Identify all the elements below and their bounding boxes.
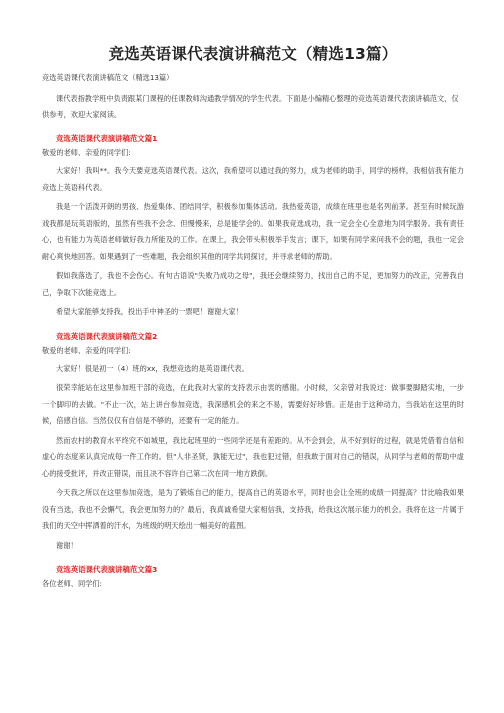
section-1-paragraph-1: 大家好！我叫**。我今天要竞选英语课代表。这次，我希望可以通过我的努力，成为老师的助手，同学的榜样，我相信我有能力竞选上英语科代表。 <box>42 166 464 192</box>
section-2-paragraph-2: 很荣幸能站在这里参加班干部的竞选，在此我对大家的支持表示由衷的感谢。小时候，父亲曾对我说过：做事要脚踏实地，一步一个脚印的去做。"不止一次，站上讲台参加竞选，我深感机会的来之不易，需要好好珍惜。正是由于这种动力，当我站在这里的时候，倍感自信。当然仅仅有自信是不够的，还要有一定的能力。 <box>42 383 464 425</box>
section-2-paragraph-5: 谢谢！ <box>56 540 78 550</box>
document-title: 竞选英语课代表演讲稿范文（精选13篇） <box>108 45 398 63</box>
intro-paragraph: 课代表指教学班中负责跟某门课程的任课教师沟通教学情况的学生代表。下面是小编精心整理的竞选英语课代表演讲稿范文，仅供参考，欢迎大家阅读。 <box>42 94 459 119</box>
section-heading-3: 竞选英语课代表演讲稿范文篇3 <box>56 565 158 574</box>
section-1-paragraph-3: 假如我落选了，我也不会伤心。有句古语说"失败乃成功之母"，我还会继续努力，找出自己的不足，更加努力的改正，完善我自己，争取下次能竞选上。 <box>42 271 464 297</box>
section-greeting-3: 各位老师、同学们: <box>42 579 102 588</box>
section-heading-2: 竞选英语课代表演讲稿范文篇2 <box>56 331 158 341</box>
section-1-paragraph-2: 我是一个活泼开朗的男孩、热爱集体、团结同学，积极参加集体活动。我热爱英语，成绩在班里也是名列前茅。甚至有时候玩游戏我都是玩英语版的，虽然有些我不会念、但慢慢来，总是能学会的。如果我竞选成功，我一定会全心全意地为同学服务。我有责任心，也有能力为英语老师做好我力所能及的工作。在课上，我会带头积极举手发言；课下，如果有同学来问我不会的题，我也一定会耐心爽快地回答。如果遇到了一些难题，我会组织其他的同学共同探讨，并寻求老师的帮助。 <box>42 202 464 261</box>
section-greeting-1: 敬爱的老师、亲爱的同学们: <box>42 148 131 157</box>
document-subtitle: 竞选英语课代表演讲稿范文（精选13篇） <box>42 73 174 82</box>
section-2-paragraph-1: 大家好！很是初一（4）班的xx，我想竞选的是英语课代表。 <box>56 363 249 373</box>
section-2-paragraph-3: 然而农村的教育水平终究不如城里，我比起班里的一些同学还是有差距的。从不会到会，从不好到好的过程，就是凭借着自信和虚心的态度来认真完成每一件工作的。但"人非圣贤，孰能无过"，我也犯过错，但我敢于面对自己的错误，从同学与老师的帮助中虚心的接受批评，并改正错误，而且决不容许自己第二次在同一地方跌倒。 <box>42 435 464 478</box>
section-heading-1: 竞选英语课代表演讲稿范文篇1 <box>56 134 158 143</box>
section-greeting-2: 敬爱的老师、亲爱的同学们: <box>42 345 131 355</box>
section-2-paragraph-4: 今天我之所以在这里参加竞选，是为了锻炼自己的能力，提高自己的英语水平，同时也会让全班的成绩一同提高？廿比喻我如果没有当选，我也不会懈气，我会更加努力的？最后，我真诚希望大家相信我，支持我，给我这次展示能力的机会。我将在这一片属于我们的天空中挥洒着的汗水，为班级的明天绘出一幅美好的蓝图。 <box>42 488 464 530</box>
section-1-paragraph-4: 希望大家能够支持我，投出手中神圣的一票吧！谢谢大家！ <box>56 307 243 316</box>
